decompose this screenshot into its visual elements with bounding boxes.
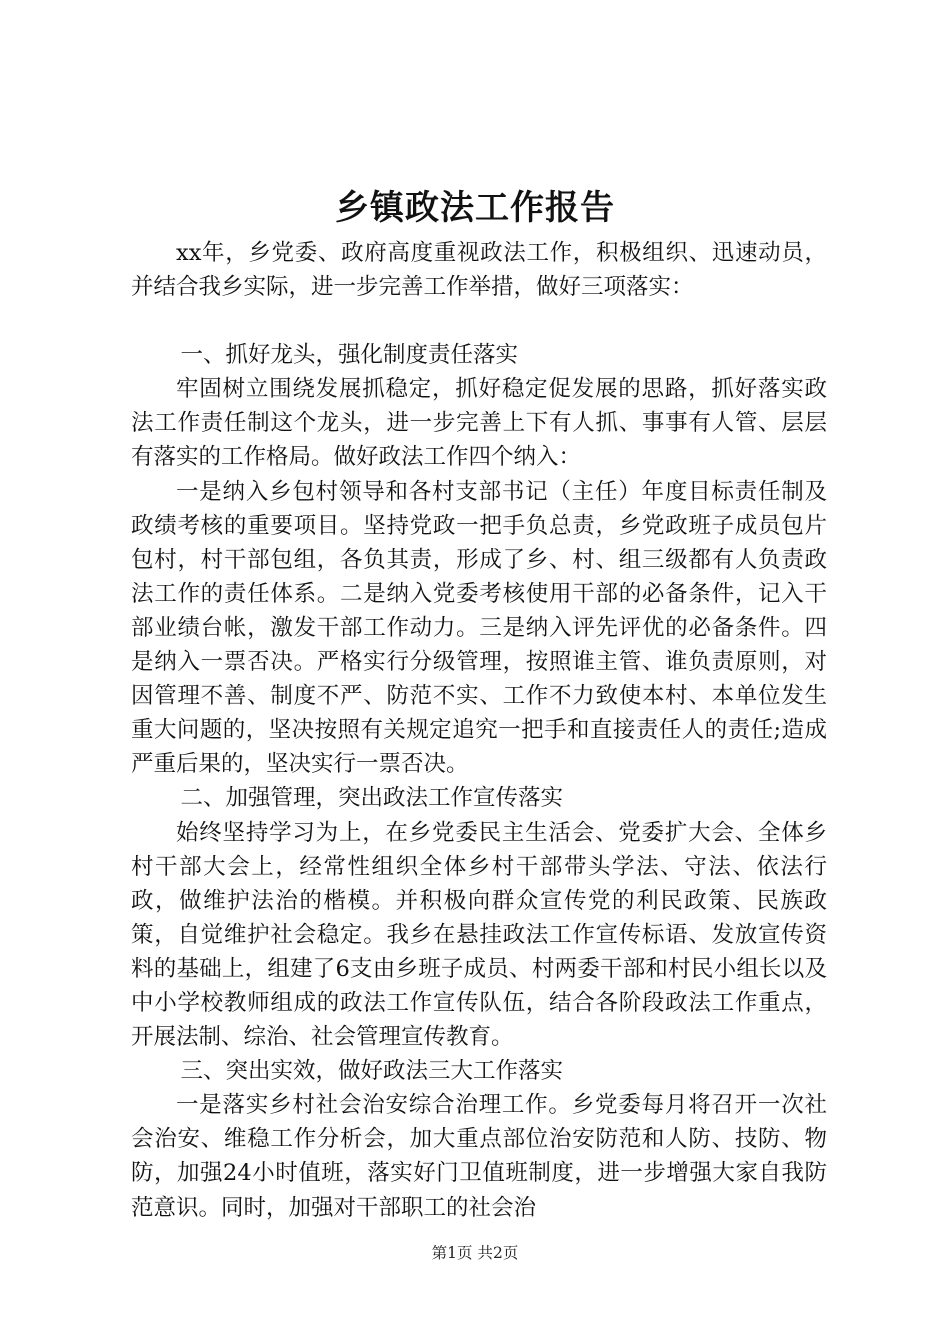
body-paragraph: 始终坚持学习为上，在乡党委民主生活会、党委扩大会、全体乡村干部大会上，经常性组织全体乡村干部带头学法、守法、依法行政，做维护法治的楷模。并积极向群众宣传党的利民政策、民族政策，自觉维护社会稳定。我乡在悬挂政法工作宣传标语、发放宣传资料的基础上，组建了6支由乡班子成员、村两委干部和村民小组长以及中小学校教师组成的政法工作宣传队伍，结合各阶段政法工作重点，开展法制、综治、社会管理宣传教育。: [131, 819, 827, 1051]
section-heading-1: 一、抓好龙头，强化制度责任落实: [180, 342, 519, 369]
document-title: 乡镇政法工作报告: [335, 188, 615, 228]
body-paragraph: 一是落实乡村社会治安综合治理工作。乡党委每月将召开一次社会治安、维稳工作分析会，加大重点部位治安防范和人防、技防、物防，加强24小时值班，落实好门卫值班制度，进一步增强大家自我防范意识。同时，加强对干部职工的社会治: [131, 1092, 827, 1221]
section-heading-2: 二、加强管理，突出政法工作宣传落实: [180, 785, 564, 812]
body-paragraph: 一是纳入乡包村领导和各村支部书记（主任）年度目标责任制及政绩考核的重要项目。坚持党政一把手负总责，乡党政班子成员包片包村，村干部包组，各负其责，形成了乡、村、组三级都有人负责政法工作的责任体系。二是纳入党委考核使用干部的必备条件，记入干部业绩台帐，激发干部工作动力。三是纳入评先评优的必备条件。四是纳入一票否决。严格实行分级管理，按照谁主管、谁负责原则，对因管理不善、制度不严、防范不实、工作不力致使本村、本单位发生重大问题的，坚决按照有关规定追究一把手和直接责任人的责任;造成严重后果的，坚决实行一票否决。: [131, 478, 827, 778]
section-heading-3: 三、突出实效，做好政法三大工作落实: [180, 1058, 564, 1085]
intro-paragraph: xx年，乡党委、政府高度重视政法工作，积极组织、迅速动员，并结合我乡实际，进一步完善工作举措，做好三项落实：: [131, 240, 827, 301]
page-footer: 第1页 共2页: [431, 1244, 519, 1262]
body-paragraph: 牢固树立围绕发展抓稳定，抓好稳定促发展的思路，抓好落实政法工作责任制这个龙头，进一步完善上下有人抓、事事有人管、层层有落实的工作格局。做好政法工作四个纳入：: [131, 376, 827, 471]
document-body: [131, 236, 827, 1225]
